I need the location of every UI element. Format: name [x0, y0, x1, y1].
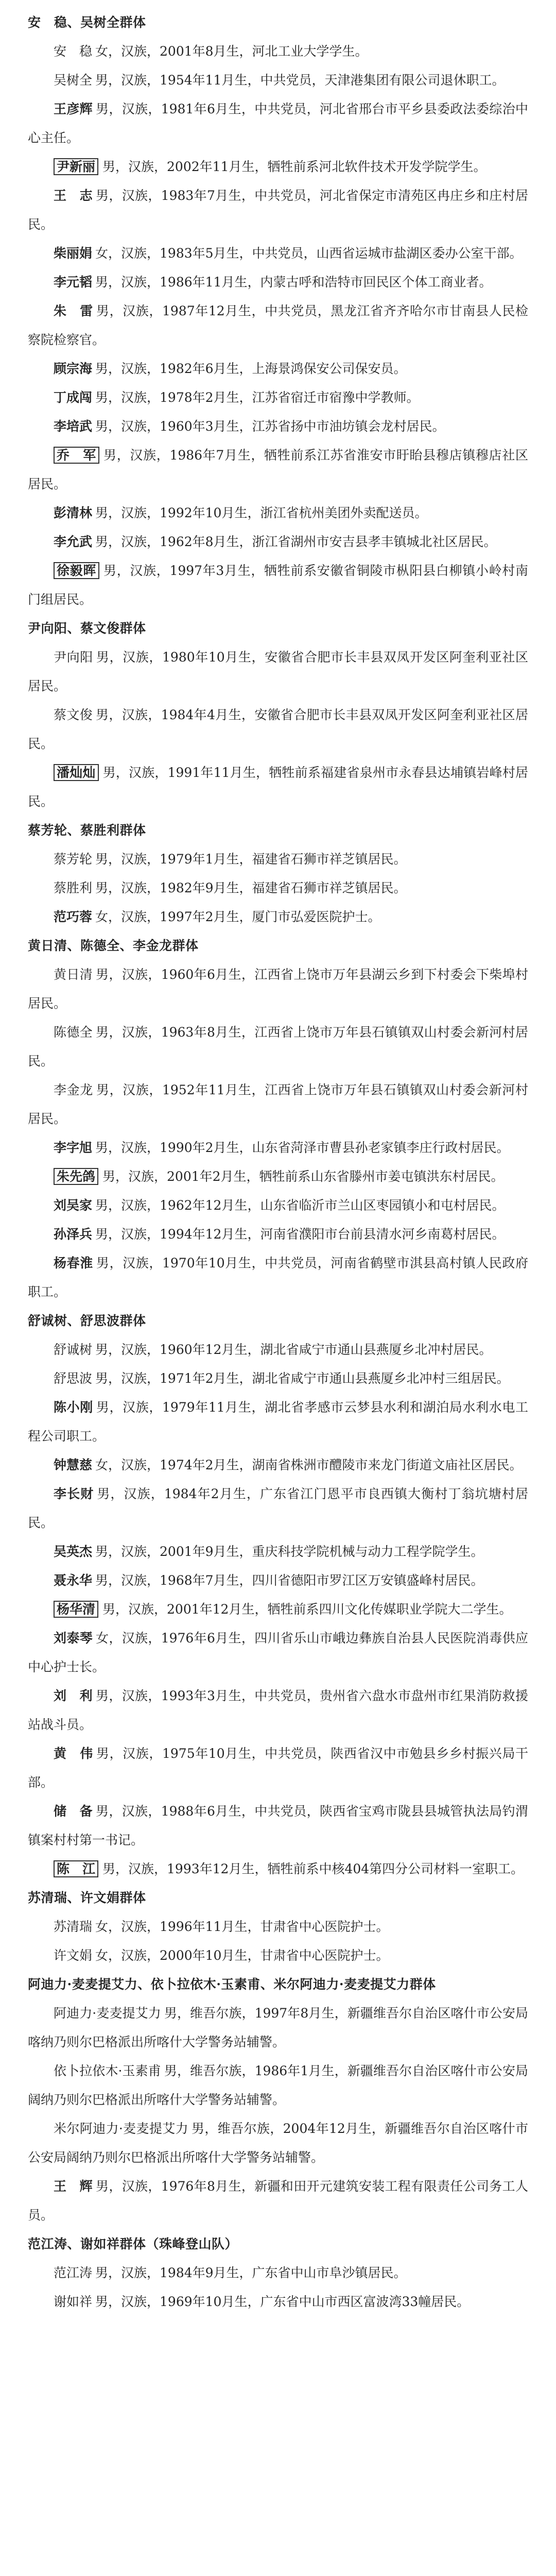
- honoree-description: 男，汉族，2002年11月生，牺牲前系河北软件技术开发学院学生。: [102, 159, 486, 174]
- group-member-entry: [28, 1912, 528, 1941]
- honoree-entry: [28, 1624, 528, 1682]
- honoree-name-framed: 徐毅晖: [54, 562, 99, 579]
- honoree-description: 男，汉族，1960年6月生，江西省上饶市万年县湖云乡到下村委会下柴埠村居民。: [28, 967, 528, 1011]
- honoree-entry: [28, 354, 528, 383]
- group-heading: [28, 1307, 528, 1335]
- group-heading: [28, 8, 528, 37]
- honoree-entry: [28, 758, 528, 816]
- honoree-name-framed: 尹新丽: [54, 158, 98, 175]
- group-heading: [28, 614, 528, 643]
- honoree-description: 男，汉族，1960年12月生，湖北省咸宁市通山县燕厦乡北冲村居民。: [95, 1342, 492, 1357]
- group-heading-text: 阿迪力·麦麦提艾力、依卜拉依木·玉素甫、米尔阿迪力·麦麦提艾力群体: [28, 1977, 436, 1992]
- honoree-name: 蔡文俊: [54, 707, 93, 722]
- group-heading: [28, 931, 528, 960]
- honoree-name: 聂永华: [54, 1573, 93, 1588]
- honoree-entry: [28, 1133, 528, 1162]
- honoree-name: 丁成闯: [54, 390, 93, 405]
- group-heading-text: 蔡芳轮、蔡胜利群体: [28, 823, 146, 838]
- honoree-name: 孙泽兵: [54, 1227, 93, 1242]
- honoree-entry: [28, 412, 528, 441]
- honoree-entry: [28, 383, 528, 412]
- honoree-entry: [28, 239, 528, 268]
- honoree-entry: [28, 1162, 528, 1191]
- honoree-entry: [28, 1191, 528, 1220]
- group-member-entry: [28, 1076, 528, 1133]
- group-member-entry: [28, 2114, 528, 2172]
- honoree-name: 谢如祥: [54, 2294, 93, 2309]
- honoree-description: 男，汉族，1976年8月生，新疆和田开元建筑安装工程有限责任公司务工人员。: [28, 2179, 528, 2223]
- group-member-entry: [28, 845, 528, 874]
- honoree-description: 男，汉族，1979年11月生，湖北省孝感市云梦县水利和湖泊局水利水电工程公司职工。: [28, 1400, 528, 1444]
- honoree-name: 舒诚树: [54, 1342, 93, 1357]
- honoree-description: 男，汉族，1969年10月生，广东省中山市西区富波湾33幢居民。: [95, 2294, 470, 2309]
- honoree-description: 女，汉族，2001年8月生，河北工业大学学生。: [95, 44, 368, 59]
- group-heading: [28, 2230, 528, 2259]
- honoree-description: 男，汉族，1993年3月生，中共党员，贵州省六盘水市盘州市红果消防救援站战斗员。: [28, 1688, 528, 1732]
- group-member-entry: [28, 1999, 528, 2057]
- honoree-name: 黄日清: [54, 967, 93, 982]
- honoree-entry: [28, 528, 528, 556]
- honoree-entry: [28, 499, 528, 528]
- honoree-name: 黄 伟: [54, 1746, 93, 1761]
- honoree-description: 男，汉族，1971年2月生，湖北省咸宁市通山县燕厦乡北冲村三组居民。: [95, 1371, 510, 1386]
- honoree-name: 依卜拉依木·玉素甫: [54, 2063, 161, 2078]
- group-member-entry: [28, 1364, 528, 1393]
- honoree-name: 彭清林: [54, 505, 93, 520]
- honoree-description: 男，汉族，1982年6月生，上海景鸿保安公司保安员。: [95, 361, 407, 376]
- honoree-entry: [28, 181, 528, 239]
- honoree-description: 男，汉族，1962年12月生，山东省临沂市兰山区枣园镇小和屯村居民。: [95, 1198, 505, 1213]
- group-heading: [28, 1970, 528, 1999]
- honoree-description: 男，汉族，1962年8月生，浙江省湖州市安吉县孝丰镇城北社区居民。: [95, 534, 497, 549]
- honoree-name: 刘泰琴: [54, 1631, 93, 1646]
- group-member-entry: [28, 874, 528, 903]
- honoree-description: 女，汉族，1983年5月生，中共党员，山西省运城市盐湖区委办公室干部。: [95, 246, 523, 261]
- honoree-description: 男，汉族，2001年2月生，牺牲前系山东省滕州市姜屯镇洪东村居民。: [102, 1169, 504, 1184]
- honoree-name: 阿迪力·麦麦提艾力: [54, 2006, 161, 2021]
- honoree-entry: [28, 1220, 528, 1249]
- group-heading-text: 安 稳、吴树全群体: [28, 15, 146, 30]
- honoree-name: 蔡胜利: [54, 880, 93, 895]
- honoree-description: 男，汉族，1952年11月生，江西省上饶市万年县石镇镇双山村委会新河村居民。: [28, 1082, 528, 1126]
- honoree-entry: [28, 1537, 528, 1566]
- group-member-entry: [28, 1018, 528, 1076]
- honoree-description: 男，汉族，1987年12月生，中共党员，黑龙江省齐齐哈尔市甘南县人民检察院检察官。: [28, 303, 528, 347]
- honoree-description: 男，汉族，1978年2月生，江苏省宿迁市宿豫中学教师。: [95, 390, 420, 405]
- honoree-description: 男，汉族，1979年1月生，福建省石狮市祥芝镇居民。: [95, 852, 407, 867]
- honoree-name: 顾宗海: [54, 361, 93, 376]
- honoree-entry: [28, 1566, 528, 1595]
- honoree-entry: [28, 268, 528, 297]
- group-heading: [28, 1884, 528, 1912]
- honoree-name: 安 稳: [54, 44, 93, 59]
- group-heading-text: 尹向阳、蔡文俊群体: [28, 621, 146, 636]
- honoree-name: 王彦辉: [54, 101, 93, 116]
- honoree-name: 吴树全: [54, 73, 93, 88]
- honoree-name: 王 志: [54, 188, 93, 203]
- honoree-description: 男，汉族，1990年2月生，山东省菏泽市曹县孙老家镇李庄行政村居民。: [95, 1140, 510, 1155]
- honoree-entry: [28, 1595, 528, 1624]
- group-heading-text: 苏清瑞、许文娟群体: [28, 1890, 146, 1905]
- honoree-description: 男，汉族，1960年3月生，江苏省扬中市油坊镇会龙村居民。: [95, 419, 445, 434]
- honoree-entry: [28, 95, 528, 152]
- honoree-name-framed: 陈 江: [54, 1860, 98, 1877]
- honoree-description: 女，汉族，2000年10月生，甘肃省中心医院护士。: [95, 1948, 389, 1963]
- honoree-description: 男，汉族，1983年7月生，中共党员，河北省保定市清苑区冉庄乡和庄村居民。: [28, 188, 528, 232]
- honoree-entry: [28, 1480, 528, 1537]
- honoree-description: 男，汉族，1993年12月生，牺牲前系中核404第四分公司材料一室职工。: [102, 1861, 524, 1876]
- honoree-description: 女，汉族，1997年2月生，厦门市弘爱医院护士。: [95, 909, 381, 924]
- honoree-name: 苏清瑞: [54, 1919, 93, 1934]
- honoree-name: 刘 利: [54, 1688, 93, 1703]
- honoree-name: 李允武: [54, 534, 93, 549]
- group-member-entry: [28, 960, 528, 1018]
- honoree-name-framed: 潘灿灿: [54, 764, 99, 781]
- honoree-name: 钟慧慈: [54, 1458, 93, 1472]
- honoree-description: 男，汉族，1984年4月生，安徽省合肥市长丰县双凤开发区阿奎利亚社区居民。: [28, 707, 528, 751]
- group-member-entry: [28, 701, 528, 758]
- honoree-name: 许文娟: [54, 1948, 93, 1963]
- honoree-description: 男，汉族，1991年11月生，牺牲前系福建省泉州市永春县达埔镇岩峰村居民。: [28, 765, 528, 809]
- honoree-description: 男，汉族，1997年3月生，牺牲前系安徽省铜陵市枞阳县白柳镇小岭村南门组居民。: [28, 563, 528, 607]
- honoree-name: 范江涛: [54, 2265, 93, 2280]
- honoree-name: 吴英杰: [54, 1544, 93, 1559]
- honoree-entry: [28, 1451, 528, 1480]
- honoree-description: 男，汉族，1984年9月生，广东省中山市阜沙镇居民。: [95, 2265, 407, 2280]
- honoree-name: 陈小刚: [54, 1400, 93, 1415]
- honoree-description: 男，维吾尔族，1986年1月生，新疆维吾尔自治区喀什市公安局阔纳乃则尔巴格派出所喀什大学警务站辅警。: [28, 2063, 529, 2107]
- honoree-entry: [28, 903, 528, 931]
- honoree-description: 男，维吾尔族，2004年12月生，新疆维吾尔自治区喀什市公安局阔纳乃则尔巴格派出所喀什大学警务站辅警。: [28, 2121, 528, 2165]
- group-member-entry: [28, 66, 528, 95]
- honoree-name: 李元韬: [54, 275, 93, 290]
- honoree-entry: [28, 2172, 528, 2230]
- honoree-entry: [28, 297, 528, 354]
- honoree-entry: [28, 152, 528, 181]
- honoree-entry: [28, 1249, 528, 1307]
- honoree-description: 男，汉族，1988年6月生，中共党员，陕西省宝鸡市陇县县城管执法局钓渭镇案村村第一书记。: [28, 1804, 528, 1848]
- honoree-name: 储 备: [54, 1804, 93, 1819]
- honoree-name: 杨春淮: [54, 1256, 93, 1270]
- honoree-entry: [28, 1855, 528, 1884]
- honoree-name-framed: 乔 军: [54, 447, 99, 464]
- honoree-list: [28, 8, 528, 2316]
- honoree-name: 王 辉: [54, 2179, 93, 2194]
- honoree-description: 男，汉族，1970年10月生，中共党员，河南省鹤壁市淇县高村镇人民政府职工。: [28, 1256, 528, 1299]
- honoree-name-framed: 朱先鸽: [54, 1168, 98, 1185]
- honoree-name: 李长财: [54, 1486, 94, 1501]
- honoree-name: 李字旭: [54, 1140, 93, 1155]
- honoree-description: 男，汉族，1986年11月生，内蒙古呼和浩特市回民区个体工商业者。: [95, 275, 492, 290]
- group-member-entry: [28, 2057, 528, 2114]
- honoree-description: 男，汉族，1980年10月生，安徽省合肥市长丰县双凤开发区阿奎利亚社区居民。: [28, 650, 528, 693]
- honoree-name-framed: 杨华清: [54, 1601, 98, 1618]
- honoree-description: 女，汉族，1974年2月生，湖南省株洲市醴陵市来龙门街道文庙社区居民。: [95, 1458, 523, 1472]
- group-member-entry: [28, 2259, 528, 2287]
- honoree-name: 尹向阳: [54, 650, 93, 665]
- honoree-entry: [28, 556, 528, 614]
- honoree-name: 范巧蓉: [54, 909, 93, 924]
- honoree-name: 蔡芳轮: [54, 852, 93, 867]
- group-member-entry: [28, 1941, 528, 1970]
- honoree-description: 男，汉族，1992年10月生，浙江省杭州美团外卖配送员。: [95, 505, 428, 520]
- honoree-description: 男，汉族，1994年12月生，河南省濮阳市台前县清水河乡南葛村居民。: [95, 1227, 505, 1242]
- honoree-entry: [28, 1682, 528, 1739]
- honoree-description: 女，汉族，1976年6月生，四川省乐山市峨边彝族自治县人民医院消毒供应中心护士长。: [28, 1631, 528, 1674]
- honoree-name: 米尔阿迪力·麦麦提艾力: [54, 2121, 189, 2136]
- honoree-description: 男，汉族，1954年11月生，中共党员，天津港集团有限公司退休职工。: [95, 73, 505, 88]
- honoree-description: 男，汉族，1975年10月生，中共党员，陕西省汉中市勉县乡乡村振兴局干部。: [28, 1746, 528, 1790]
- honoree-entry: [28, 1739, 528, 1797]
- honoree-description: 男，汉族，1981年6月生，中共党员，河北省邢台市平乡县委政法委综治中心主任。: [28, 101, 528, 145]
- honoree-name: 朱 雷: [54, 303, 93, 318]
- honoree-name: 柴丽娟: [54, 246, 93, 261]
- group-member-entry: [28, 643, 528, 701]
- group-heading-text: 范江涛、谢如祥群体（珠峰登山队）: [28, 2236, 238, 2251]
- group-heading-text: 黄日清、陈德全、李金龙群体: [28, 938, 199, 953]
- honoree-description: 男，汉族，1984年2月生，广东省江门恩平市良西镇大衡村丁翁坑塘村居民。: [28, 1486, 528, 1530]
- group-heading-text: 舒诚树、舒思波群体: [28, 1313, 146, 1328]
- honoree-description: 男，汉族，1986年7月生，牺牲前系江苏省淮安市盱眙县穆店镇穆店社区居民。: [28, 448, 528, 492]
- honoree-name: 刘吴家: [54, 1198, 93, 1213]
- group-member-entry: [28, 2287, 528, 2316]
- honoree-description: 男，汉族，2001年9月生，重庆科技学院机械与动力工程学院学生。: [95, 1544, 484, 1559]
- honoree-entry: [28, 1393, 528, 1451]
- honoree-description: 男，维吾尔族，1997年8月生，新疆维吾尔自治区喀什市公安局喀纳乃则尔巴格派出所喀什大学警务站辅警。: [28, 2006, 529, 2049]
- honoree-name: 李金龙: [54, 1082, 93, 1097]
- honoree-name: 舒思波: [54, 1371, 93, 1386]
- honoree-description: 女，汉族，1996年11月生，甘肃省中心医院护士。: [95, 1919, 389, 1934]
- group-member-entry: [28, 37, 528, 66]
- group-heading: [28, 816, 528, 845]
- honoree-name: 陈德全: [54, 1025, 93, 1040]
- honoree-description: 男，汉族，2001年12月生，牺牲前系四川文化传媒职业学院大二学生。: [102, 1602, 512, 1617]
- honoree-entry: [28, 1797, 528, 1855]
- honoree-description: 男，汉族，1982年9月生，福建省石狮市祥芝镇居民。: [95, 880, 407, 895]
- honoree-description: 男，汉族，1963年8月生，江西省上饶市万年县石镇镇双山村委会新河村居民。: [28, 1025, 528, 1069]
- honoree-name: 李培武: [54, 419, 93, 434]
- honoree-entry: [28, 441, 528, 499]
- honoree-description: 男，汉族，1968年7月生，四川省德阳市罗江区万安镇盛峰村居民。: [95, 1573, 484, 1588]
- group-member-entry: [28, 1335, 528, 1364]
